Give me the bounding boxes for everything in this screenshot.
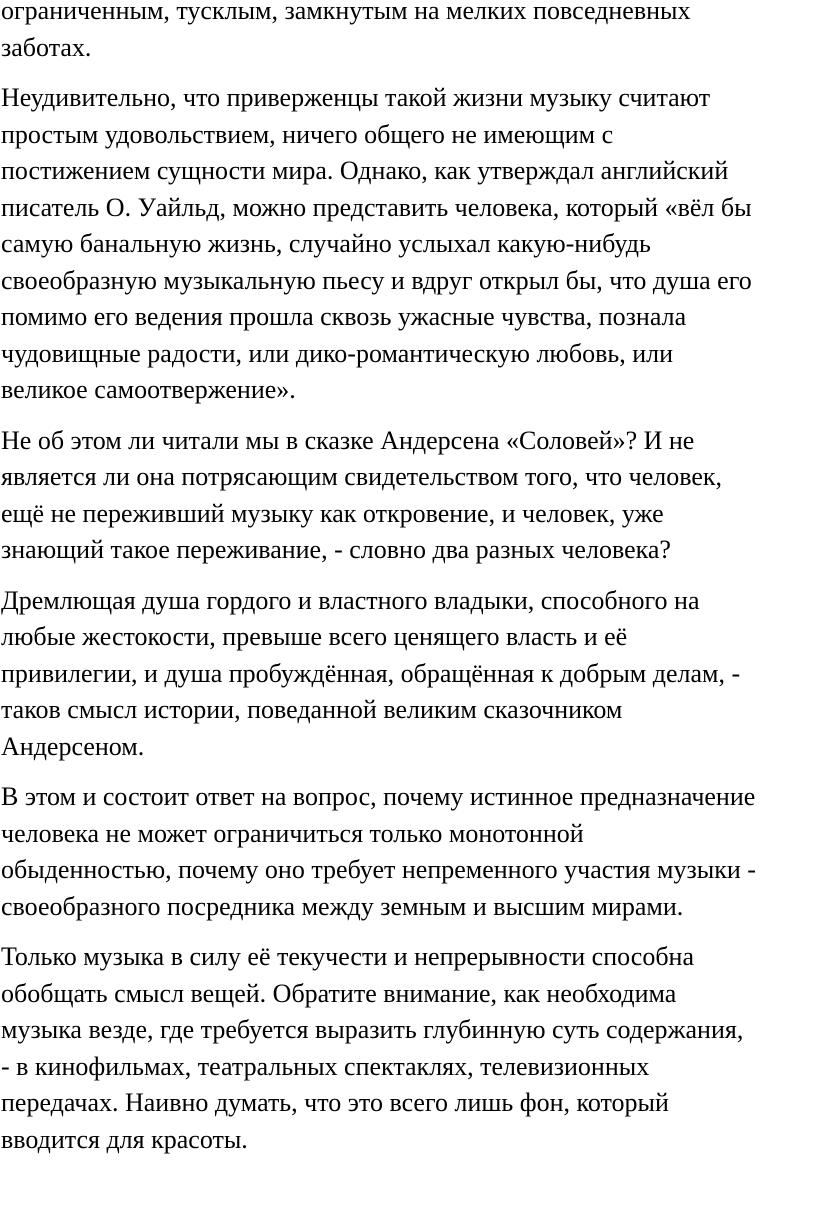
paragraph-5: В этом и состоит ответ на вопрос, почему истинное предназначение человека не может ограничиться только монотонной обыденностью, почему оно требует непременного участия музыки - своеобразного посредника между земным и высшим мирами. [1,782,756,921]
paragraph-3: Не об этом ли читали мы в сказке Андерсена «Соловей»? И не является ли она потрясающим свидетельством того, что человек, ещё не переживший музыку как откровение, и человек, уже знающий такое переживание, - словно два разных человека? [1,425,723,564]
paragraph-6: Только музыка в силу её текучести и непрерывности способна обобщать смысл вещей. Обратите внимание, как необходима музыка везде, где требуется выразить глубинную суть содержания, - в кинофильмах, театральных спектаклях, телевизионных передачах. Наивно думать, что это всего лишь фон, который вводится для красоты. [1,942,744,1154]
paragraph-2: Неудивительно, что приверженцы такой жизни музыку считают простым удовольствием, ничего общего не имеющим с постижением сущности мира. Однако, как утверждал английский писатель О. Уайльд, можно представить человека, который «вёл бы самую банальную жизнь, случайно услыхал какую-нибудь своеобразную музыкальную пьесу и вдруг открыл бы, что душа его помимо его ведения прошла сквозь ужасные чувства, познала чудовищные радости, или дико-романтическую любовь, или великое самоотвержение». [1,83,752,404]
paragraph-4: Дремлющая душа гордого и властного владыки, способного на любые жестокости, превыше всего ценящего власть и её привилегии, и душа пробуждённая, обращённая к добрым делам, - таков смысл истории, поведанной великим сказочником Андерсеном. [1,585,741,761]
paragraph-1: ограниченным, тусклым, замкнутым на мелких повседневных заботах. [1,0,691,62]
